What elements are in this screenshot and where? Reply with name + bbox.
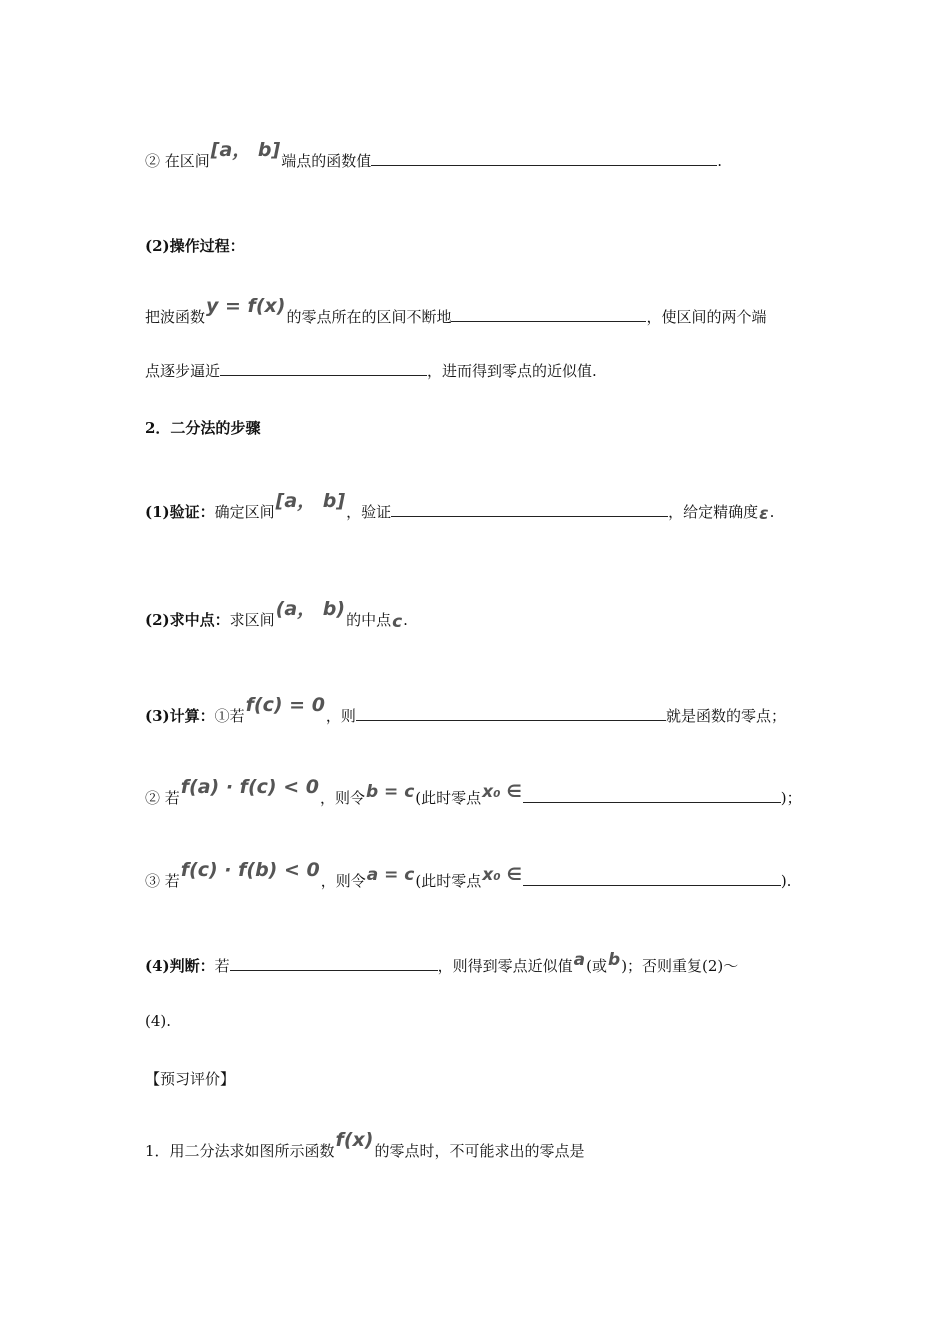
text-segment: 求区间 xyxy=(229,611,275,629)
text-segment: ② 在区间 xyxy=(145,152,210,170)
text-segment: ，验证 xyxy=(346,503,392,521)
line-step-verify xyxy=(145,490,775,524)
line-step-judge xyxy=(145,950,739,976)
heading-label: 2．二分法的步骤 xyxy=(145,419,261,437)
text-segment: 的零点所在的区间不断地 xyxy=(286,308,452,326)
text-segment: )；否则重复(2)～ xyxy=(621,957,739,975)
line-interval-endpoints xyxy=(145,139,722,171)
fill-blank[interactable] xyxy=(451,306,646,322)
fill-blank[interactable] xyxy=(391,501,668,517)
step-label: (1)验证： xyxy=(145,503,215,521)
text-segment: ，使区间的两个端 xyxy=(646,308,767,326)
heading-bisection-steps xyxy=(145,418,260,438)
math-c: c xyxy=(392,612,403,632)
text-segment: (此时零点 xyxy=(415,789,482,807)
text-segment: . xyxy=(403,611,408,629)
math-fc-fb-negative: f(c) · f(b) < 0 xyxy=(180,859,320,881)
heading-label: (2)操作过程： xyxy=(145,237,245,255)
line-operation-desc-2 xyxy=(145,360,597,381)
fill-blank[interactable] xyxy=(371,150,717,166)
text-segment: (4). xyxy=(145,1012,172,1030)
text-segment: 点逐步逼近 xyxy=(145,362,221,380)
text-segment: )； xyxy=(780,789,802,807)
math-y-equals-fx: y = f(x) xyxy=(206,295,286,317)
text-segment: ①若 xyxy=(214,707,245,725)
text-segment: ，进而得到零点的近似值. xyxy=(427,362,597,380)
line-case-left xyxy=(145,776,802,808)
text-segment: ，给定精确度 xyxy=(668,503,759,521)
text-segment: 就是函数的零点； xyxy=(665,707,786,725)
text-segment: 端点的函数值 xyxy=(281,152,372,170)
text-segment: 的中点 xyxy=(346,611,392,629)
math-interval-ab: [a， b] xyxy=(210,139,281,161)
section-title: 【预习评价】 xyxy=(145,1070,236,1088)
step-label: (3)计算： xyxy=(145,707,215,725)
math-fx: f(x) xyxy=(335,1129,374,1151)
text-segment: 1．用二分法求如图所示函数 xyxy=(145,1142,335,1160)
line-step-midpoint xyxy=(145,598,408,632)
text-segment: ，则 xyxy=(325,707,356,725)
line-case-right xyxy=(145,859,792,891)
math-fc-equals-zero: f(c) = 0 xyxy=(245,694,325,716)
text-segment: ，则令 xyxy=(319,789,365,807)
fill-blank[interactable] xyxy=(230,955,438,971)
math-b-equals-c: b = c xyxy=(365,782,415,802)
step-label: (2)求中点： xyxy=(145,611,230,629)
math-interval-ab: [a， b] xyxy=(275,490,346,512)
text-segment: ② 若 xyxy=(145,789,180,807)
text-segment: 确定区间 xyxy=(214,503,275,521)
text-segment: . xyxy=(769,503,775,521)
text-segment: 若 xyxy=(214,957,230,975)
math-x0-in: x₀ ∈ xyxy=(482,865,522,885)
math-a-equals-c: a = c xyxy=(366,865,415,885)
text-segment: 的零点时，不可能求出的零点是 xyxy=(374,1142,585,1160)
text-segment: ，则令 xyxy=(320,872,366,890)
math-x0-in: x₀ ∈ xyxy=(482,782,522,802)
line-step-compute xyxy=(145,694,786,726)
math-fa-fc-negative: f(a) · f(c) < 0 xyxy=(180,776,319,798)
step-label: (4)判断： xyxy=(145,957,215,975)
fill-blank[interactable] xyxy=(356,705,666,721)
text-segment: (或 xyxy=(586,957,608,975)
line-operation-desc-1 xyxy=(145,295,767,327)
text-segment: (此时零点 xyxy=(415,872,482,890)
fill-blank[interactable] xyxy=(523,787,781,803)
fill-blank[interactable] xyxy=(523,870,781,886)
section-preview-evaluation xyxy=(145,1069,235,1089)
text-segment: 把波函数 xyxy=(145,308,206,326)
text-segment: . xyxy=(717,152,722,170)
question-1 xyxy=(145,1129,585,1161)
line-step-judge-cont xyxy=(145,1011,171,1031)
text-segment: ，则得到零点近似值 xyxy=(437,957,573,975)
math-open-interval-ab: (a， b) xyxy=(275,598,346,620)
math-b: b xyxy=(608,950,621,970)
text-segment: ). xyxy=(780,872,792,890)
fill-blank[interactable] xyxy=(220,360,427,376)
math-epsilon: ε xyxy=(759,504,769,524)
text-segment: ③ 若 xyxy=(145,872,180,890)
heading-operation-process xyxy=(145,236,245,256)
math-a: a xyxy=(573,950,586,970)
